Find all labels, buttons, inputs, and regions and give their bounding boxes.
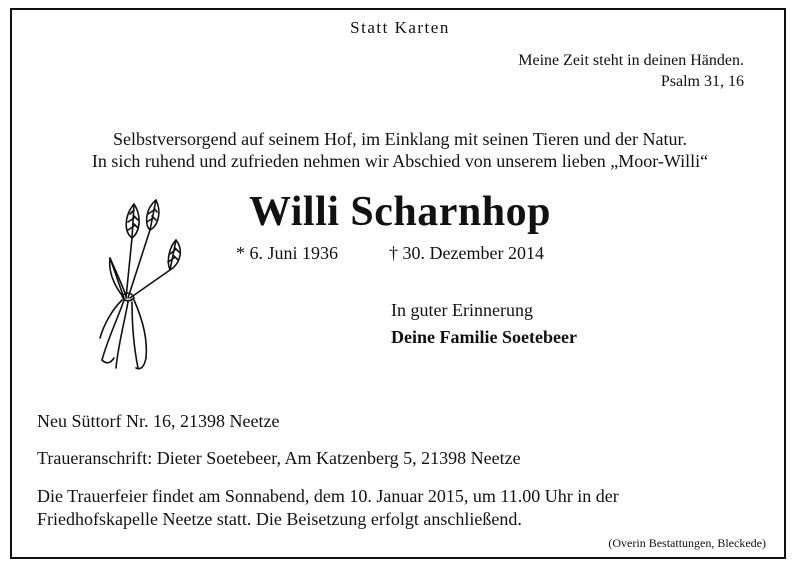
birth-date: * 6. Juni 1936: [236, 243, 339, 263]
bible-quote: [518, 50, 744, 92]
funeral-home-credit: (Overin Bestattungen, Bleckede): [608, 536, 766, 550]
intro-text: [0, 128, 800, 172]
memorial-phrase: In guter Erinnerung: [391, 300, 533, 320]
intro-line-1: Selbstversorgend auf seinem Hof, im Einklang mit seinen Tieren und der Natur.: [112, 129, 688, 149]
death-date: † 30. Dezember 2014: [389, 243, 544, 263]
quote-reference: Psalm 31, 16: [660, 73, 744, 90]
ceremony-line-2: Friedhofskapelle Neetze statt. Die Beisetzung erfolgt anschließend.: [37, 509, 522, 529]
intro-line-2: In sich ruhend und zufrieden nehmen wir Abschied von unserem lieben „Moor-Willi“: [91, 151, 709, 171]
ceremony-line-1: Die Trauerfeier findet am Sonnabend, dem 10. Januar 2015, um 11.00 Uhr in der: [37, 486, 619, 506]
header-title: Statt Karten: [350, 18, 450, 37]
ceremony-info: [37, 485, 619, 531]
family-signature: Deine Familie Soetebeer: [391, 327, 577, 347]
deceased-name: Willi Scharnhop: [249, 189, 551, 235]
mourning-address: Traueranschrift: Dieter Soetebeer, Am Katzenberg 5, 21398 Neetze: [37, 448, 521, 468]
quote-text: Meine Zeit steht in deinen Händen.: [518, 52, 744, 69]
home-address: Neu Süttorf Nr. 16, 21398 Neetze: [37, 411, 280, 431]
